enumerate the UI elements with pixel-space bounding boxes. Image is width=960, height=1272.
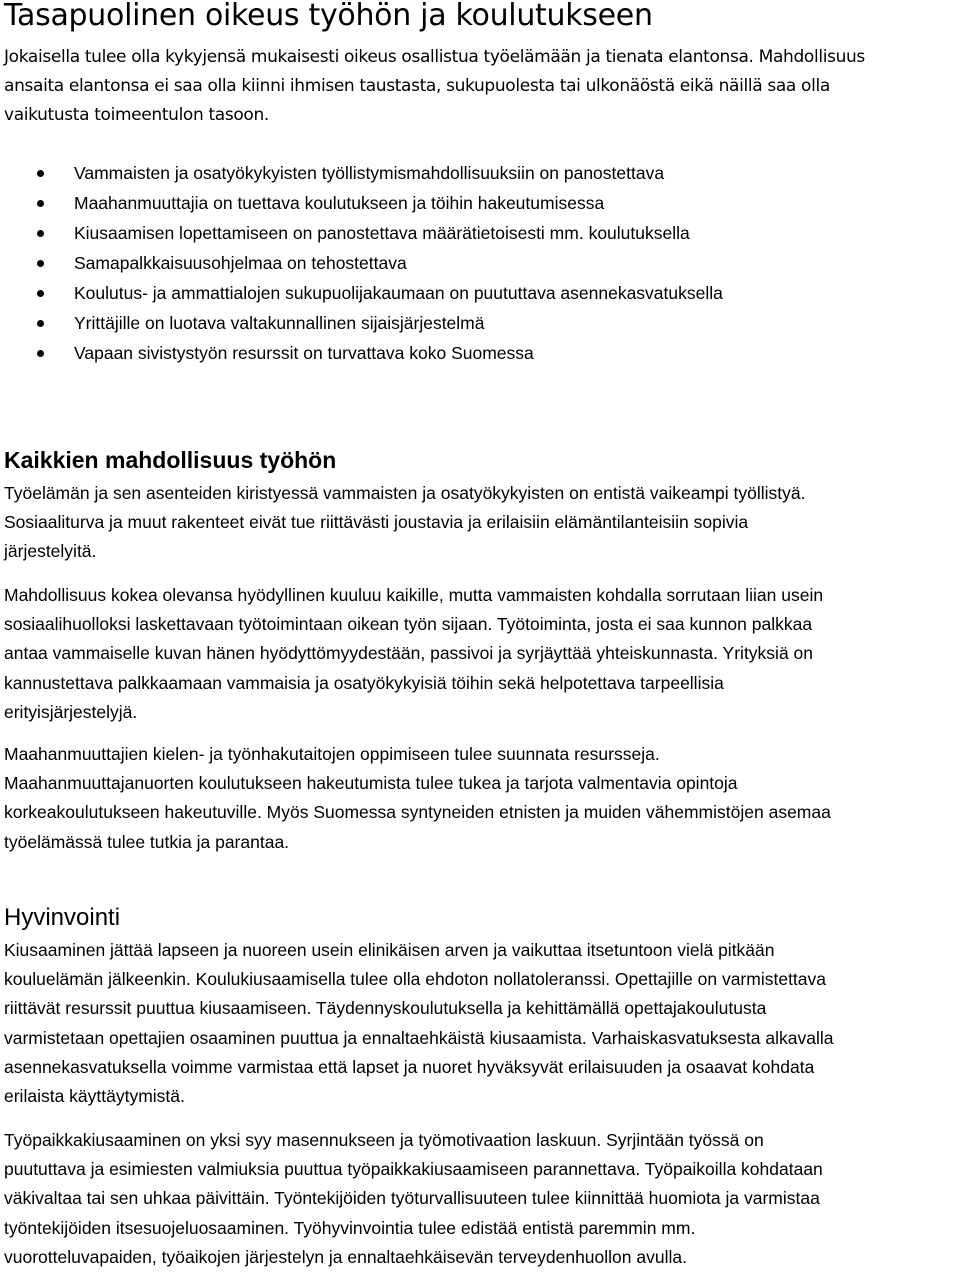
bullet-list [0, 158, 960, 368]
bullet-text: Yrittäjille on luotava valtakunnallinen sijaisjärjestelmä [74, 313, 485, 333]
text-line: ansaita elantonsa ei saa olla kiinni ihmisen taustasta, sukupuolesta tai ulkonäöstä eikä näillä saa olla [4, 76, 830, 96]
text-line: työntekijöiden itsesuojeluosaaminen. Työhyvinvointia tulee edistää entistä paremmin mm. [4, 1217, 696, 1238]
bullet-item [0, 278, 960, 308]
section-heading-hyvinvointi: Hyvinvointi [4, 904, 121, 931]
text-line: puututtava ja esimiesten valmiuksia puuttua työpaikkakiusaamiseen parannettava. Työpaikoilla kohdataan [4, 1159, 823, 1180]
text-line: kouluelämän jälkeenkin. Koulukiusaamisella tulee olla ehdoton nollatoleranssi. Opettajille on varmistettava [4, 969, 827, 990]
paragraph [4, 740, 960, 857]
text-line: antaa vammaiselle kuvan hänen hyödyttömyydestään, passivoi ja syrjäyttää yhteiskunnasta. Yrityksiä on [4, 643, 813, 664]
text-line: kannustettava palkkaamaan vammaisia ja osatyökykyisiä töihin sekä helpotettava tarpeellisia [4, 672, 724, 693]
text-line: Työelämän ja sen asenteiden kiristyessä vammaisten ja osatyökykyisten on entistä vaikeampi työllistyä. [4, 483, 806, 503]
text-line: Työpaikkakiusaaminen on yksi syy masennukseen ja työmotivaation laskuun. Syrjintään työssä on [4, 1130, 764, 1150]
text-line: sosiaalihuolloksi laskettavaan työtoimintaan oikean työn sijaan. Työtoiminta, josta ei saa kunnon palkkaa [4, 614, 813, 635]
text-line: työelämässä tulee tutkia ja parantaa. [4, 831, 290, 852]
text-line: varmistetaan opettajien osaaminen puuttua ja ennaltaehkäistä kiusaamista. Varhaiskasvatuksesta alkavalla [4, 1027, 834, 1048]
paragraph [4, 936, 960, 1111]
text-line: Jokaisella tulee olla kykyjensä mukaisesti oikeus osallistua työelämään ja tienata elantonsa. Mahdollisuus [4, 47, 865, 67]
text-line: riittävät resurssit puuttua kiusaamiseen. Täydennyskoulutuksella ja kehittämällä opettajakoulutusta [4, 998, 767, 1019]
intro-paragraph [4, 43, 959, 130]
page-title: Tasapuolinen oikeus työhön ja koulutukseen [4, 0, 653, 33]
text-line: Maahanmuuttajien kielen- ja työnhakutaitojen oppimiseen tulee suunnata resursseja. [4, 744, 660, 764]
bullet-item [0, 248, 960, 278]
text-line: erityisjärjestelyjä. [4, 701, 138, 722]
bullet-dot-icon [37, 170, 44, 177]
bullet-item [0, 338, 960, 368]
bullet-text: Koulutus- ja ammattialojen sukupuolijakaumaan on puututtava asennekasvatuksella [74, 283, 723, 303]
paragraph [4, 479, 960, 567]
section-heading-kaikkien: Kaikkien mahdollisuus työhön [4, 447, 337, 473]
bullet-item [0, 218, 960, 248]
bullet-dot-icon [37, 260, 44, 267]
bullet-text: Samapalkkaisuusohjelmaa on tehostettava [74, 253, 407, 273]
text-line: Kiusaaminen jättää lapseen ja nuoreen usein elinikäisen arven ja vaikuttaa itsetuntoon vielä pitkään [4, 940, 775, 960]
bullet-dot-icon [37, 320, 44, 327]
text-line: vaikutusta toimeentulon tasoon. [4, 105, 269, 125]
bullet-text: Maahanmuuttajia on tuettava koulutukseen ja töihin hakeutumisessa [74, 193, 605, 213]
text-line: korkeakoulutukseen hakeutuville. Myös Suomessa syntyneiden etnisten ja muiden vähemmistöjen asemaa [4, 802, 831, 823]
text-line: vuorotteluvapaiden, työaikojen järjestelyn ja ennaltaehkäisevän terveydenhuollon avulla. [4, 1246, 687, 1267]
bullet-item [0, 188, 960, 218]
bullet-dot-icon [37, 350, 44, 357]
bullet-text: Vammaisten ja osatyökykyisten työllistymismahdollisuuksiin on panostettava [74, 163, 665, 183]
text-line: asennekasvatuksella voimme varmistaa että lapset ja nuoret hyväksyvät erilaisuuden ja osaavat kohdata [4, 1056, 815, 1077]
text-line: Mahdollisuus kokea olevansa hyödyllinen kuuluu kaikille, mutta vammaisten kohdalla sorrutaan liian usein [4, 585, 824, 605]
bullet-dot-icon [37, 200, 44, 207]
text-line: Sosiaaliturva ja muut rakenteet eivät tue riittävästi joustavia ja erilaisiin elämäntilanteisiin sopivia [4, 512, 749, 533]
text-line: väkivaltaa tai sen uhkaa päivittäin. Työntekijöiden työturvallisuuteen tulee kiinnittää huomiota ja varmistaa [4, 1188, 820, 1209]
bullet-dot-icon [37, 290, 44, 297]
bullet-dot-icon [37, 230, 44, 237]
paragraph [4, 581, 960, 727]
bullet-text: Vapaan sivistystyön resurssit on turvattava koko Suomessa [74, 343, 534, 363]
text-line: järjestelyitä. [4, 541, 97, 562]
bullet-item [0, 158, 960, 188]
bullet-text: Kiusaamisen lopettamiseen on panostettava määrätietoisesti mm. koulutuksella [74, 223, 690, 243]
bullet-item [0, 308, 960, 338]
text-line: erilaista käyttäytymistä. [4, 1086, 185, 1107]
paragraph [4, 1126, 960, 1272]
text-line: Maahanmuuttajanuorten koulutukseen hakeutumista tulee tukea ja tarjota valmentavia opintoja [4, 773, 738, 794]
